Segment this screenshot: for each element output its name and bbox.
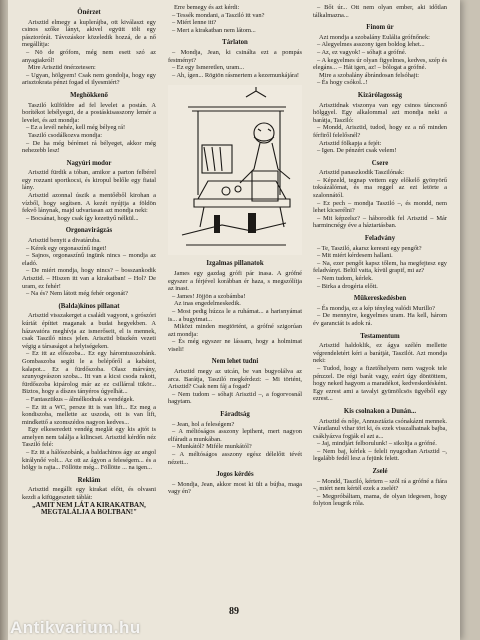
book-spine xyxy=(0,0,8,640)
paragraph: Mire a szobalány ábrándosan felsóhajt: xyxy=(319,71,420,79)
dialog-line: – Birka a drogéria előtt. xyxy=(317,282,378,290)
cartoon-illustration xyxy=(168,85,302,255)
book-page xyxy=(8,0,460,640)
dialog-line: – Jaj, mindjárt felborulunk! – sikoltja a grófné. xyxy=(317,440,437,448)
dialog-line: – Mondd, Arisztid, tudod, hogy ez a nő minden férfiről felelősnél? xyxy=(313,124,447,139)
heading-izgalmas: Izgalmas pillanatok xyxy=(206,260,264,268)
dialog-line: – Bőt úr... Ott nem olyan ember, aki időtlan tálkalmazna... xyxy=(313,4,447,19)
dialog-line: – De ha még bérémet rá bélyeget, akkor még nehezebb lesz! xyxy=(22,139,156,155)
dialog-line: – Alegyelmes asszony igen boldog lehet... xyxy=(317,41,425,49)
dialog-line: – Na, ezer pengőt kapsz tőlem, ha megfejtesz egy feladványt. Belül vatta, kívül grapif, mi az? xyxy=(313,259,447,275)
dialog-line: – És mondja, ez a kép tényleg valódi Murillo? xyxy=(317,304,436,312)
dialog-line: – Igen. De pénzért csak velem! xyxy=(317,147,397,155)
heading-testamentum: Testamentum xyxy=(360,332,400,340)
paragraph: Egy elkeseredett vendég meglát egy kis ajtót is amelyen nem találja a kilincset. Arisztid kérdőn néz Tasziló felé: xyxy=(22,426,156,449)
column-left xyxy=(22,4,156,517)
heading-finom-ur: Finom úr xyxy=(366,24,394,32)
dialog-line: – Ez a levél nehéz, kell még bélyeg rá! xyxy=(26,124,126,132)
paragraph: Arisztid fürdik a tóban, amikor a parton felbérel egy rozzant sportkocsi, és kiropul belőle egy fiatal lány. xyxy=(22,169,156,192)
dialog-line: – Ah, ígen... Rögtön rásmertem a kezemunkájára! xyxy=(172,71,300,79)
dialog-line: – Mondd, Tasziló, kértem – szól rá a grófné a fiára –, miért nem kértél ezek a zselét? xyxy=(313,477,447,493)
dialog-line: – Ez itt a WC, persze itt is van lift... Ez meg a kondiszoba, mellette az uszoda, ott is van lift, mindkettő a szomszédos nagyon kedves... xyxy=(22,403,156,426)
page-number: 89 xyxy=(229,606,239,617)
heading-zsele: Zselé xyxy=(372,468,388,476)
paragraph: Mire Arisztid önérzetesen: xyxy=(28,64,96,72)
dialog-line: – James! Jöjjön a szobámba! xyxy=(172,292,246,300)
dialog-line: – Az, ez vagyok! – sóhajt a grófné. xyxy=(317,48,407,56)
dialog-line: – Mondja, Jean, akkor most ki ült a bújba, maga vagy én? xyxy=(168,480,302,496)
cartoon-drawing xyxy=(168,85,302,255)
paragraph: Azt mondja a szobalány Eulália grófnőnek: xyxy=(319,33,430,41)
heading-mukereskedes: Műkereskedésben xyxy=(353,295,407,303)
dialog-line: – És még egyszer ne lássam, hogy a holmimat viseli! xyxy=(168,338,302,353)
dialog-line: – A méltóságos asszony egész délelőtt tévét nézett... xyxy=(168,451,302,466)
column-right xyxy=(313,4,447,508)
dialog-line: – Fantasztikus – álmélkodnak a vendégek. xyxy=(26,395,135,403)
dialog-line: – És hogy csókol...! xyxy=(317,79,368,87)
heading-tarlaton: Tárlaton xyxy=(222,39,248,47)
paragraph: Arisztid elmegy a kuplerájba, ott kiválaszt egy csinos szőke lányt, akivel együtt tölt egy pásztorórát. Távozáskor közeledik hozzá, de a nő megállítja: xyxy=(22,18,156,49)
dialog-line: – Nö de grófom, még nem esett szó az anyagiakról! xyxy=(22,48,156,64)
paragraph: Arisztid visszakerget a családi vagyont, s grószóri kúriát építtet maganak a budai hegyekben. A házavatóra meghívja az ismerőseit, el is mennek, csak Tasziló nincs jelen. Arisztid büszkén vezeti végig a társaságot a helyiségeken. xyxy=(22,312,156,350)
dialog-line: – Megpróbáltam, mama, de olyan idegesen, hogy folyton leugrik róla. xyxy=(313,492,447,508)
dialog-line: – Te, Tasziló, akarsz keresni egy pengőt? xyxy=(317,244,422,252)
paragraph: Arisztid megy az utcán, be van bugyolálva az arca. Barátja, Tasziló megkérdezi: – Mi történt, Arisztid? Csak nem fáj a fogad? xyxy=(168,368,302,391)
heading-kizarolagossag: Kizárólagosság xyxy=(357,91,403,99)
dialog-line: – Jean, hol a feleségem? xyxy=(172,420,235,428)
dialog-line: – Ez itt az előszoba... Ez egy háromtusszobánk. Gombaszoba segíti le a belépőről a kabátot, kalapot... Ez a fürdőszoba. Olasz márvány, szunyogvászon szoba... Itt van a kicsi csoda rakott, fürdőszoba kipárolog már az ez csillárral tükör... Biztos, hogy a díszes tányéros úgyelhát... xyxy=(22,350,156,396)
dialog-line: – De mennyire, kegyelmes uram. Ha kell, három év garanciát is adok rá. xyxy=(313,312,447,327)
paragraph: Miközt minden megtörtént, a grófné szigorúan azt mondja: xyxy=(168,323,302,338)
dialog-line: – Nem baj, kérlek – feleli nyugodtan Arisztid –, legalább fedél lesz a fejünk felett. xyxy=(313,447,447,463)
heading-baldakinos: (Balda)kínos pillanat xyxy=(58,302,120,310)
paragraph: Tasziló külföldre ad fel levelet a postán. A borítékot lebélyegzi, de a postáskisasszony lemér a levelet, és azt mondja: xyxy=(22,101,156,124)
dialog-line: – Miért lenne itt? xyxy=(172,19,217,27)
paragraph: Arisztid fölkapja a fejét: xyxy=(319,139,382,147)
dialog-line: – Na és? Nem látott még fehér orgonát? xyxy=(26,290,128,298)
sign-text: „AMIT NEM LÁT A KIRAKATBAN, MEGTALÁLJA A BOLTBAN!" xyxy=(32,500,146,517)
heading-orgonavirag: Orgonavirágzás xyxy=(65,227,113,235)
heading-nem-lehet-tudni: Nem lehet tudni xyxy=(211,358,259,366)
paragraph: Arisztid panaszkodik Taszilónak: xyxy=(319,169,404,177)
dialog-line: – De miért mondja, hogy nincs? – bosszankodik Arisztid. – Hiszen itt van a kirakatban! – Hol? De uram, ez fehér! xyxy=(22,267,156,290)
dialog-line: – Kérek egy orgonaszínű inget! xyxy=(26,244,107,252)
heading-faradtsag: Fáradtság xyxy=(220,411,250,419)
heading-meghokkeno: Meghökkenő xyxy=(70,91,108,99)
dialog-line: – Nem tudom – sóhajt Arisztid –, a fogorvosnál hagytam. xyxy=(168,390,302,406)
paragraph: Az inas engedelmeskedik. xyxy=(174,300,241,308)
dialog-line: – Mit miért kérdesem hallani. xyxy=(317,252,393,260)
paragraph: Arisztid haldoklik, ez ágya szélén mellette végrendeletért kéri a barátját, Taszilót. Azt mondja neki: xyxy=(313,342,447,365)
dialog-line: – Ugyan, hölgyem! Csak nem gondolja, hogy egy arisztokrata pénzt fogad el ilyesmiért? xyxy=(22,71,156,87)
dialog-line: – Nem tudom, kérlek. xyxy=(317,275,373,282)
dialog-line: – Ez pech – mondja Tasziló –, és mondd, nem lehet kicserélni? xyxy=(313,199,447,215)
heading-kis-csolnakon: Kis csolnakon a Dunán... xyxy=(343,407,417,415)
column-middle xyxy=(168,4,302,496)
dialog-line: – Mondja, Jean, ki csinálta ezt a pompás festményt? xyxy=(168,48,302,64)
heading-onerzet: Önérzet xyxy=(77,9,101,16)
dialog-line: – Képzeld, tegnap vettem egy előkelő gyönyörű toksázálómat, és ma reggel az ezt letörte a szalonnától. xyxy=(313,176,447,200)
heading-nagyuri-modor: Nagyúri modor xyxy=(66,159,112,167)
paragraph: Erre bemegy és azt kérdi: xyxy=(174,4,240,11)
paragraph: Tasziló csodálkozva mondja: xyxy=(28,131,103,139)
dialog-line: – Most pedig húzza le a ruhámat... a harisnyámat is... a bugyimat... xyxy=(168,307,302,323)
paragraph: James egy gazdag grófi pár inasa. A grófné egyszer a férjével korábban ér haza, s megszólítja az inast. xyxy=(168,269,302,293)
heading-csere: Csere xyxy=(371,159,389,167)
dialog-line: – Ez egy Ismeretlen, uram... xyxy=(172,64,245,72)
dialog-line: – Ez itt a hálószobánk, a baldachinos ágy az angol királynőé volt... Az ott az ágyon a feleségem... és a hölgy is rajta... Föllötte még... Föllötte ... na igen... xyxy=(22,449,156,472)
heading-reklam: Reklám xyxy=(77,476,101,484)
dialog-line: – Mert a kirakatban nem látom... xyxy=(172,26,256,34)
dialog-line: – Tudod, hogy a fizetőhelyem nem vagyok tele pénzzel. De régi barát vagy, ezért úgy döntöttem, hogy neked hagyom a maradékot, kedveskedésként. Egy ezrest ami a tavalyi gyümölcsös ügyéből egy ezrest... xyxy=(313,364,447,403)
paragraph: Arisztid megállt egy kirakat előtt, és olvasni kezdi a kifüggesztett táblát: xyxy=(22,486,156,502)
dialog-line: – Munkától? Miféle munkától? xyxy=(172,443,252,451)
paragraph: Arisztid és nője, Annusztázia csónakázni mennek. Váratlanul vihar tört ki, és ezek visszalhatnak bajba, csáklyázva fogják el azt a... xyxy=(313,417,447,440)
dialog-line: – A méltóságos asszony lepihent, mert nagyon elfáradt a munkában. xyxy=(168,428,302,443)
heading-jogos-kerdes: Jogos kérdés xyxy=(216,471,254,479)
dialog-line: – Mit képzelsz? – háborodik fel Arisztid – Már harmincnégy éve a háztartásban. xyxy=(313,214,447,230)
dialog-line: – Sajnos, orgonaszínű ingünk nincs – mondja az eladó. xyxy=(22,252,156,267)
dialog-line: – Bocsánat, hogy csak így kezettyű nélkül... xyxy=(26,214,139,222)
paragraph: Arisztid azonnal úszik a mentőéből kirohan a vízből, hogy segítsen. A kezét nyújtja a földön fekvő lánynak, majd udvariasan azt mondja neki: xyxy=(22,192,156,215)
paragraph: Arisztid benyit a divatáruba. xyxy=(28,237,101,245)
heading-feladvany: Feladvány xyxy=(364,235,396,243)
dialog-line: – Tessék mondani, a Tasziló itt van? xyxy=(172,11,265,19)
dialog-line: – A kegyelmes úr olyan figyelmes, kedves, szép és elegáns... – Hát igen, az! – bólogat a grófné. xyxy=(313,56,447,72)
paragraph: Arisztidnak viszonya van egy csinos táncosnő hölggyel. Egy alkalommal azt mondja neki a barátja, Tasziló: xyxy=(313,101,447,124)
watermark-logo: Antikvarium.hu xyxy=(10,618,141,637)
